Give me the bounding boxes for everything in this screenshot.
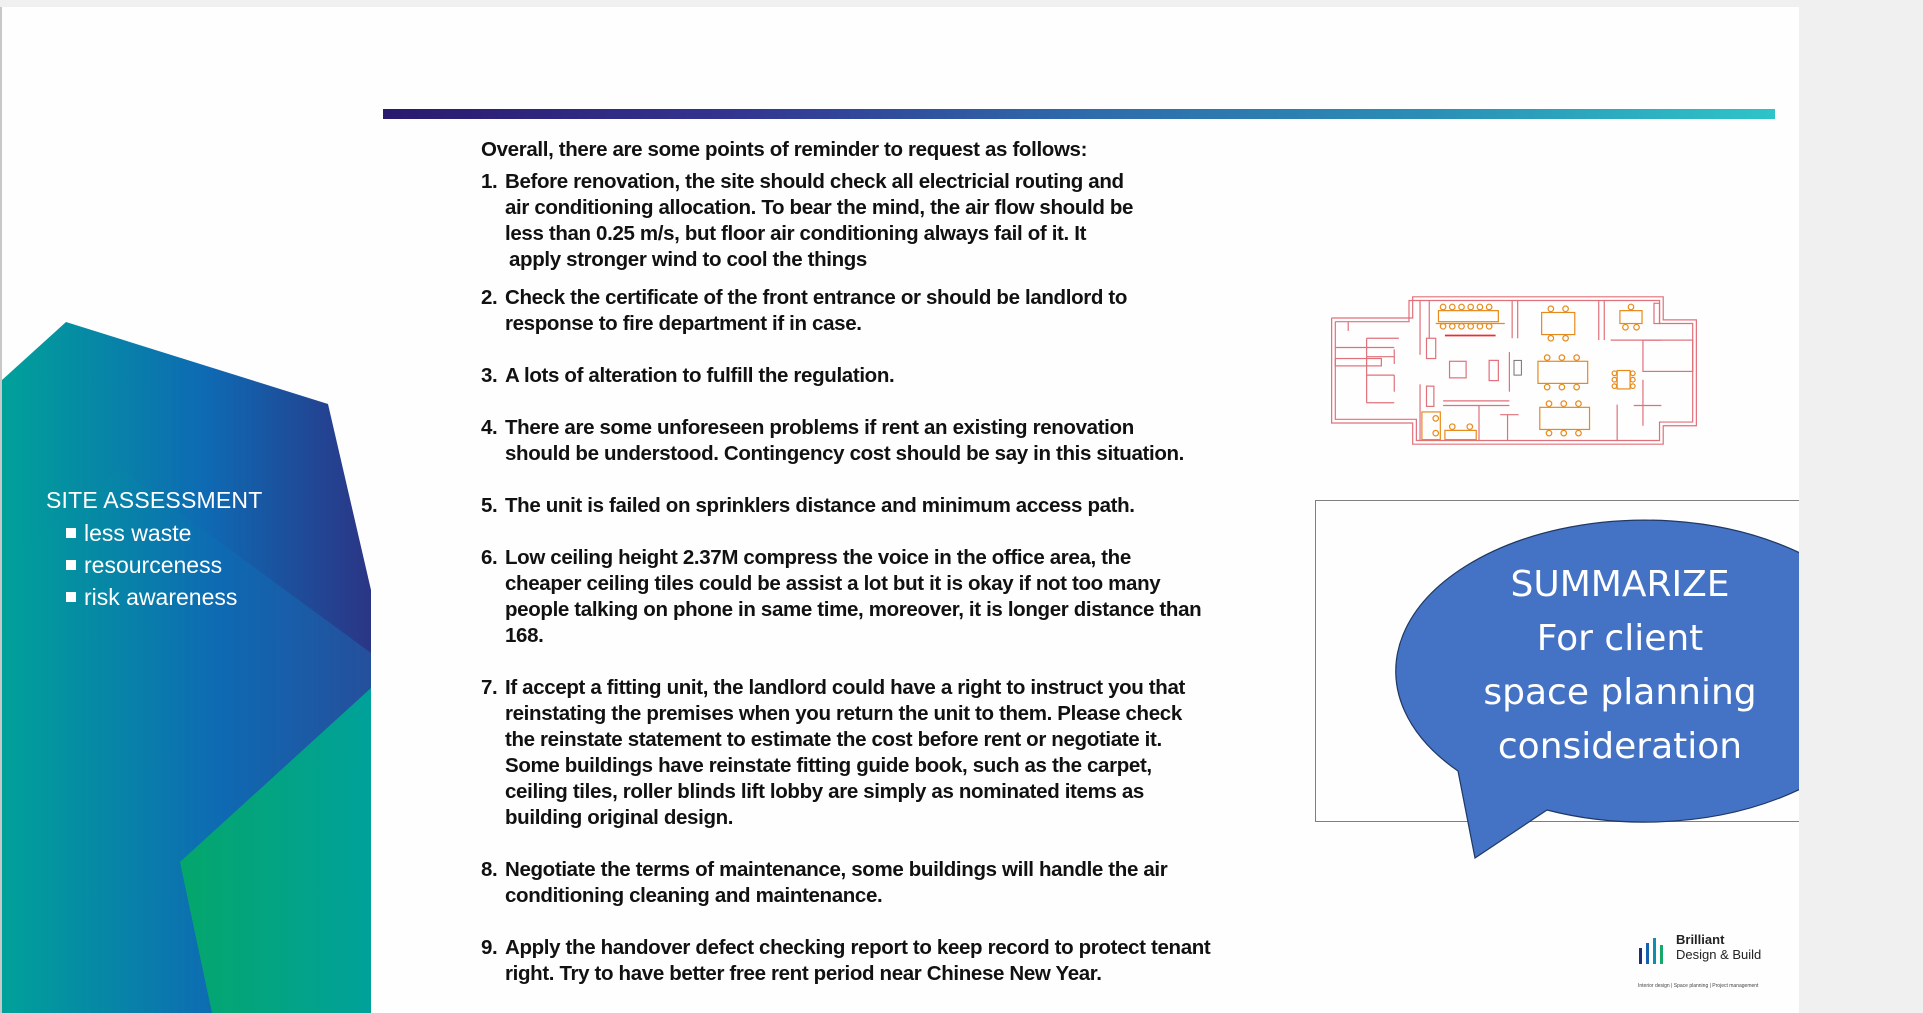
item-line: reinstating the premises when you return the unit to them. Please check bbox=[505, 702, 1182, 725]
item-line: right. Try to have better free rent period near Chinese New Year. bbox=[505, 962, 1102, 985]
square-bullet-icon bbox=[66, 528, 76, 538]
intro-text: Overall, there are some points of reminder to request as follows: bbox=[481, 138, 1088, 161]
left-decorative-panel bbox=[2, 7, 371, 1013]
item-line: A lots of alteration to fulfill the regulation. bbox=[505, 364, 895, 387]
reminder-points bbox=[481, 137, 1281, 1013]
item-number: 5. bbox=[481, 494, 498, 517]
item-line: The unit is failed on sprinklers distance and minimum access path. bbox=[505, 494, 1135, 517]
site-assessment-item-label: risk awareness bbox=[84, 584, 238, 610]
item-line: There are some unforeseen problems if rent an existing renovation bbox=[505, 416, 1134, 439]
item-line: If accept a fitting unit, the landlord could have a right to instruct you that bbox=[505, 676, 1185, 699]
reminder-item bbox=[481, 935, 1281, 987]
item-number: 1. bbox=[481, 170, 498, 193]
site-assessment-item bbox=[66, 549, 262, 581]
item-line: building original design. bbox=[505, 806, 734, 829]
item-line: the reinstate statement to estimate the cost before rent or negotiate it. bbox=[505, 728, 1162, 751]
item-number: 3. bbox=[481, 364, 498, 387]
item-number: 4. bbox=[481, 416, 498, 439]
item-number: 8. bbox=[481, 858, 498, 881]
logo-name-line2: Design & Build bbox=[1676, 947, 1762, 962]
square-bullet-icon bbox=[66, 592, 76, 602]
item-line: Check the certificate of the front entrance or should be landlord to bbox=[505, 286, 1128, 309]
site-assessment-item-label: less waste bbox=[84, 520, 192, 546]
item-line: Low ceiling height 2.37M compress the voice in the office area, the bbox=[505, 546, 1131, 569]
item-line: Apply the handover defect checking report to keep record to protect tenant bbox=[505, 936, 1211, 959]
item-line: Some buildings have reinstate fitting guide book, such as the carpet, bbox=[505, 754, 1152, 777]
item-line: conditioning cleaning and maintenance. bbox=[505, 884, 883, 907]
site-assessment-item bbox=[66, 581, 262, 613]
reminder-item bbox=[481, 285, 1281, 337]
site-assessment-item bbox=[66, 517, 262, 549]
callout-line: consideration bbox=[1497, 726, 1743, 767]
item-line: less than 0.25 m/s, but floor air conditioning always fail of it. It bbox=[505, 222, 1087, 245]
item-line: air conditioning allocation. To bear the mind, the air flow should be bbox=[505, 196, 1134, 219]
item-line: 168. bbox=[505, 624, 544, 647]
reminder-item bbox=[481, 675, 1281, 831]
logo-wordmark bbox=[1676, 932, 1761, 962]
reminder-item bbox=[481, 415, 1281, 467]
floorplan-conference-table bbox=[1438, 311, 1498, 322]
reminder-item bbox=[481, 169, 1281, 273]
logo-bars-icon bbox=[1638, 938, 1672, 966]
item-number: 7. bbox=[481, 676, 498, 699]
floor-plan-image[interactable] bbox=[1314, 283, 1714, 458]
item-line: Negotiate the terms of maintenance, some buildings will handle the air bbox=[505, 858, 1168, 881]
reminder-item bbox=[481, 493, 1281, 519]
reminder-item bbox=[481, 857, 1281, 909]
callout-line: SUMMARIZE bbox=[1510, 564, 1730, 605]
item-line: should be understood. Contingency cost should be say in this situation. bbox=[505, 442, 1185, 465]
slide-canvas bbox=[0, 7, 1799, 1013]
item-line: response to fire department if in case. bbox=[505, 312, 862, 335]
item-line: Before renovation, the site should check all electricial routing and bbox=[505, 170, 1124, 193]
callout-line: For client bbox=[1536, 618, 1704, 659]
item-line: people talking on phone in same time, moreover, it is longer distance than bbox=[505, 598, 1202, 621]
callout-text bbox=[1420, 558, 1799, 774]
site-assessment-item-label: resourceness bbox=[84, 552, 223, 578]
site-assessment-block bbox=[46, 486, 262, 613]
reminder-item bbox=[481, 545, 1281, 649]
site-assessment-list bbox=[66, 517, 262, 613]
item-number: 6. bbox=[481, 546, 498, 569]
item-number: 2. bbox=[481, 286, 498, 309]
item-line: apply stronger wind to cool the things bbox=[509, 248, 867, 271]
reminder-item bbox=[481, 363, 1281, 389]
square-bullet-icon bbox=[66, 560, 76, 570]
item-line: cheaper ceiling tiles could be assist a lot but it is okay if not too many bbox=[505, 572, 1161, 595]
item-line: ceiling tiles, roller blinds lift lobby are simply as nominated items as bbox=[505, 780, 1144, 803]
logo-tagline: Interior design | Space planning | Project management bbox=[1638, 983, 1759, 989]
logo-name-line1: Brilliant bbox=[1676, 932, 1725, 947]
site-assessment-title: SITE ASSESSMENT bbox=[46, 487, 263, 513]
callout-line: space planning bbox=[1483, 672, 1757, 713]
item-number: 9. bbox=[481, 936, 498, 959]
header-gradient-bar bbox=[383, 109, 1775, 119]
